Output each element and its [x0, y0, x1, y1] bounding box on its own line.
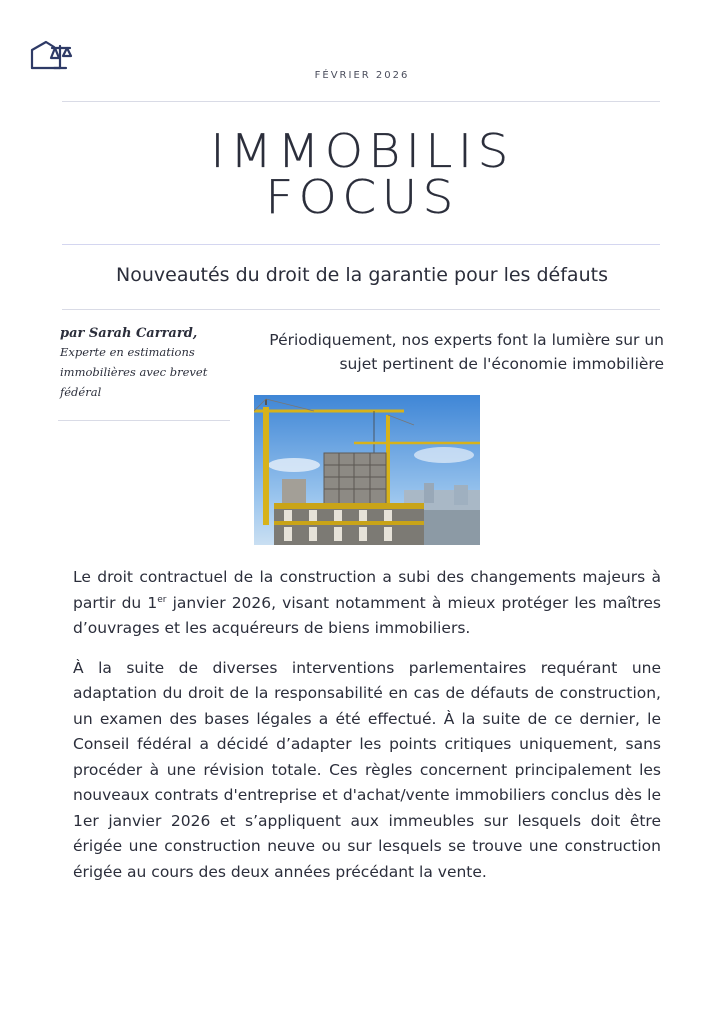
author-divider	[58, 420, 230, 421]
paragraph-text: Le droit contractuel de la construction a subi des changements majeurs à partir du 1	[73, 568, 661, 612]
title-line-1: IMMOBILIS	[210, 124, 514, 178]
article-paragraph-1	[73, 565, 661, 642]
title-line-2: FOCUS	[265, 170, 459, 224]
divider	[62, 309, 660, 310]
author-block	[60, 326, 240, 402]
publication-title	[0, 124, 724, 224]
article-headline: Nouveautés du droit de la garantie pour les défauts	[116, 264, 608, 286]
author-name: par Sarah Carrard,	[60, 326, 198, 341]
author-role: Experte en estimations immobilières avec brevet fédéral	[60, 345, 208, 399]
ordinal-superscript: er	[157, 594, 167, 605]
divider	[62, 244, 660, 245]
scales-logo-icon	[30, 40, 74, 70]
construction-photo	[254, 395, 480, 545]
article-paragraph-2: À la suite de diverses interventions parlementaires requérant une adaptation du droit de la responsabilité en cas de défauts de construction, un examen des bases légales a été effectué. À la suite de ce dernier, le Conseil fédéral a décidé d’adapter les points critiques uniquement, sans procéder à une révision totale. Ces règles concernent principalement les nouveaux contrats d'entreprise et d'achat/vente immobiliers conclus dès le 1er janvier 2026 et s’appliquent aux immeubles sur lesquels doit être érigée une construction neuve ou sur lesquels se trouve une construction érigée au cours des deux années précédant la vente.	[73, 658, 661, 881]
issue-date: FÉVRIER 2026	[314, 70, 410, 81]
intro-text: Périodiquement, nos experts font la lumière sur un sujet pertinent de l'économie immobilière	[269, 331, 664, 373]
paragraph-text: janvier 2026, visant notamment à mieux protéger les maîtres d’ouvrages et les acquéreurs de biens immobiliers.	[73, 593, 661, 637]
article-body	[73, 565, 661, 899]
divider	[62, 101, 660, 102]
